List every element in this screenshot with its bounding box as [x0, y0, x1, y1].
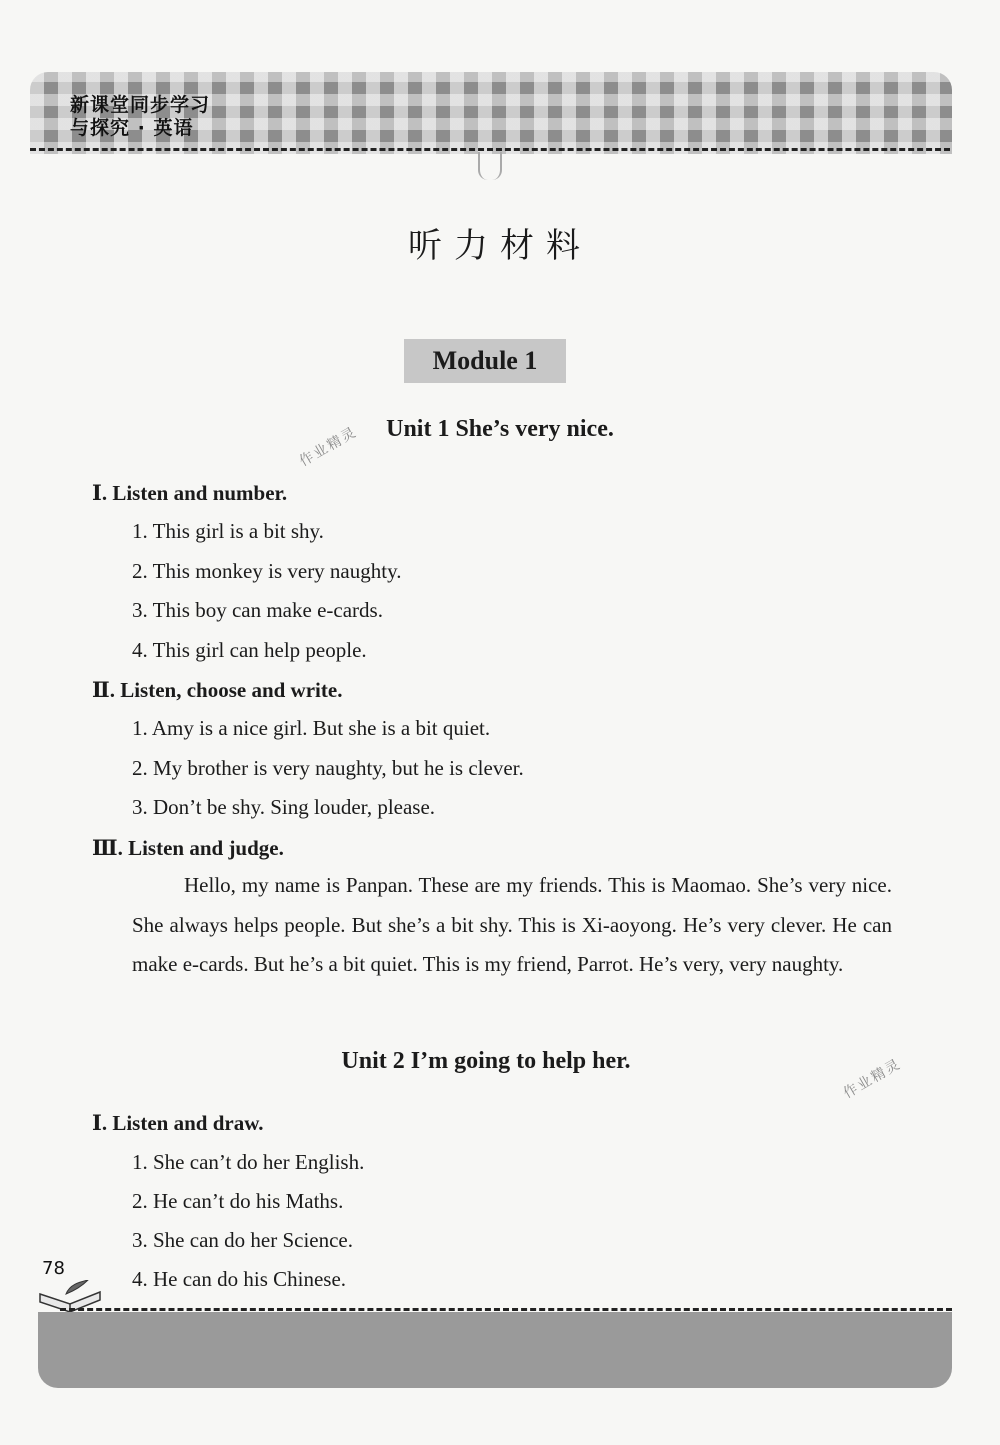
unit1-section1-heading: Ⅰ. Listen and number.: [92, 481, 288, 505]
watermark: 作业精灵: [296, 423, 361, 470]
unit1-s2-line3: 3. Don’t be shy. Sing louder, please.: [132, 795, 436, 819]
unit1-s3-paragraph: Hello, my name is Panpan. These are my friends. This is Maomao. She’s very nice. She always helps people. But she’s a bit shy. This is Xi-aoyong. He’s very clever. He can make e-cards. But he’s a bit quiet. This is my friend, Parrot. He’s very, very naughty.: [132, 873, 892, 976]
unit1-section2-heading: Ⅱ. Listen, choose and write.: [92, 678, 343, 702]
unit2-s1-line4: 4. He can do his Chinese.: [132, 1267, 347, 1291]
unit2-s1-line3: 3. She can do her Science.: [132, 1228, 354, 1252]
unit1-s1-line3: 3. This boy can make e-cards.: [132, 598, 383, 622]
footer-divider: [60, 1308, 952, 1311]
unit1-s2-line2: 2. My brother is very naughty, but he is clever.: [132, 756, 524, 780]
unit1-s1-line4: 4. This girl can help people.: [132, 638, 367, 662]
module-label: Module 1: [404, 339, 566, 383]
book-title-line2: 与探究 · 英语: [70, 117, 194, 139]
unit1-s2-line1: 1. Amy is a nice girl. But she is a bit quiet.: [132, 716, 491, 740]
page-title: 听力材料: [408, 226, 592, 266]
book-title-line1: 新课堂同步学习: [70, 94, 211, 116]
page-number: 78: [42, 1258, 65, 1279]
footer-bar: [38, 1312, 952, 1388]
header-divider: [30, 148, 950, 151]
book-title: [70, 94, 210, 140]
unit1-section3-heading: Ⅲ. Listen and judge.: [92, 836, 284, 860]
watermark-2: 作业精灵: [840, 1055, 905, 1102]
header-notch: [478, 152, 502, 180]
unit2-heading: Unit 2 I’m going to help her.: [341, 1048, 631, 1074]
header-banner: [30, 72, 952, 154]
unit1-s1-line1: 1. This girl is a bit shy.: [132, 519, 324, 543]
unit2-section1-heading: Ⅰ. Listen and draw.: [92, 1111, 264, 1135]
unit2-s1-line1: 1. She can’t do her English.: [132, 1150, 365, 1174]
unit1-heading: Unit 1 She’s very nice.: [386, 416, 614, 442]
unit2-s1-line2: 2. He can’t do his Maths.: [132, 1189, 344, 1213]
unit1-s1-line2: 2. This monkey is very naughty.: [132, 559, 402, 583]
